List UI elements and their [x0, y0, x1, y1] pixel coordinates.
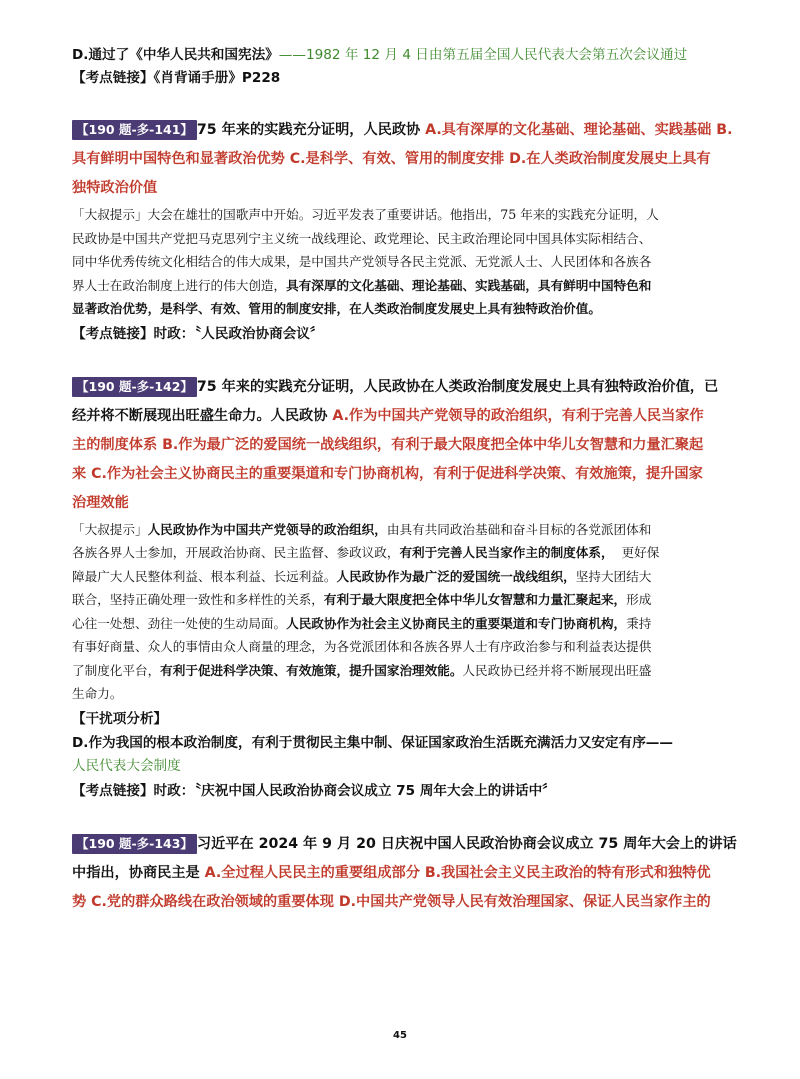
exp-bold: 有利于最大限度把全体中华儿女智慧和力量汇聚起来，	[323, 592, 627, 607]
question-141	[72, 116, 732, 347]
q141-explanation-2: 民政协是中国共产党把马克思列宁主义统一战线理论、政党理论、民主政治理论同中国具体实际相结合、	[72, 230, 652, 246]
q141-explanation-4	[72, 274, 732, 298]
q142-explanation-3	[72, 565, 732, 589]
q142-explanation-5	[72, 612, 732, 636]
exp-bold: 人民政协作为社会主义协商民主的重要渠道和专门协商机构，	[286, 615, 627, 631]
q140-option-d	[72, 44, 732, 67]
exp-text: 秉持	[626, 615, 652, 631]
q143-stem-line-1	[72, 830, 737, 859]
exp-text: 了制度化平台，	[72, 662, 161, 678]
q141-explanation-1: 「大叔提示」大会在雄壮的国歌声中开始。习近平发表了重要讲话。他指出，75 年来的实践充分证明，人	[72, 207, 659, 222]
exp-text: 「大叔提示」	[72, 521, 148, 537]
exp-bold: 有利于完善人民当家作主的制度体系，	[399, 545, 614, 560]
q143-stem-line-2	[72, 859, 732, 888]
q142-explanation-7	[72, 659, 732, 683]
q142-explanation-6: 有事好商量、众人的事情由众人商量的理念，为各党派团体和各族各界人士有序政治参与和利益表达提供	[72, 639, 652, 654]
option-d-text: D.通过了《中华人民共和国宪法》	[72, 47, 279, 63]
q142-options-line-3: 主的制度体系 B.作为最广泛的爱国统一战线组织，有利于最大限度把全体中华儿女智慧和力量汇聚起	[72, 436, 704, 453]
q142-explanation-4	[72, 588, 732, 612]
q142-link: 【考点链接】时政：〝庆祝中国人民政治协商会议成立 75 周年大会上的讲话中〞	[72, 782, 556, 799]
exp-bold: 人民政协作为最广泛的爱国统一战线组织，	[336, 568, 576, 584]
q142-stem: 75 年来的实践充分证明，人民政协在人类政治制度发展史上具有独特政治价值，已	[196, 378, 719, 395]
exp-bold: 人民政协作为中国共产党领导的政治组织，	[147, 521, 387, 537]
exp-text: 障最广大人民整体利益、根本利益、长远利益。	[72, 568, 337, 584]
q142-explanation-8: 生命力。	[72, 686, 123, 701]
q141-options-line-2: 具有鲜明中国特色和显著政治优势 C.是科学、有效、管用的制度安排 D.在人类政治制度发展史上具有	[72, 151, 711, 167]
exp-text: 坚持大团结大	[575, 568, 652, 584]
analysis-option-d: D.作为我国的根本政治制度，有利于贯彻民主集中制、保证国家政治生活既充满活力又安定有序——	[72, 734, 673, 751]
question-tag: 【190 题-多-143】	[72, 834, 197, 854]
option-d-note: ——1982 年 12 月 4 日由第五届全国人民代表大会第五次会议通过	[278, 47, 688, 63]
q141-stem-line-1	[72, 116, 732, 145]
exp-bold: 显著政治优势，是科学、有效、管用的制度安排，在人类政治制度发展史上具有独特政治价值。	[72, 301, 601, 316]
q141-stem: 75 年来的实践充分证明，人民政协	[196, 122, 426, 138]
page-number: 45	[393, 1030, 407, 1041]
q140-link: 【考点链接】《肖背诵手册》P228	[72, 70, 281, 86]
exp-text: 心往一处想、劲往一处使的生动局面。	[72, 615, 287, 631]
q141-explanation-5	[72, 297, 732, 321]
q141-explanation-3: 同中华优秀传统文化相结合的伟大成果，是中国共产党领导各民主党派、无党派人士、人民团体和各族各	[72, 254, 652, 269]
question-tag: 【190 题-多-142】	[72, 377, 197, 397]
q143-options-line-3: 势 C.党的群众路线在政治领域的重要体现 D.中国共产党领导人民有效治理国家、保证人民当家作主的	[72, 893, 711, 910]
q143-stem: 习近平在 2024 年 9 月 20 日庆祝中国人民政治协商会议成立 75 周年大会上的讲话	[196, 835, 737, 852]
q142-options-line-4: 来 C.作为社会主义协商民主的重要渠道和专门协商机构，有利于促进科学决策、有效施策，提升国家	[72, 465, 703, 482]
exp-text: 各族各界人士参加，开展政治协商、民主监督、参政议政，	[72, 545, 400, 560]
q142-explanation-2	[72, 541, 732, 565]
analysis-note: 人民代表大会制度	[72, 757, 181, 774]
q141-options-line-3: 独特政治价值	[72, 180, 158, 196]
exp-text: 更好保	[613, 545, 660, 560]
exp-bold: 具有深厚的文化基础、理论基础、实践基础，具有鲜明中国特色和	[286, 277, 652, 293]
question-tag: 【190 题-多-141】	[72, 120, 197, 140]
q141-link: 【考点链接】时政：〝人民政治协商会议〞	[72, 325, 324, 342]
q142-stem-line-1	[72, 373, 732, 402]
q142-stem-line-2	[72, 402, 732, 431]
q142-options: A.作为中国共产党领导的政治组织，有利于完善人民当家作	[332, 407, 704, 424]
exp-text: 人民政协已经并将不断展现出旺盛	[462, 662, 652, 678]
exp-text: 由具有共同政治基础和奋斗目标的各党派团体和	[386, 521, 652, 537]
question-142	[72, 373, 732, 804]
analysis-title: 【干扰项分析】	[72, 710, 168, 727]
q143-stem-cont: 中指出，协商民主是	[72, 864, 205, 881]
q142-explanation-1	[72, 518, 732, 542]
document-page	[72, 44, 737, 917]
q142-options-line-5: 治理效能	[72, 494, 129, 511]
q142-stem-cont: 经并将不断展现出旺盛生命力。人民政协	[72, 407, 333, 424]
q141-options: A.具有深厚的文化基础、理论基础、实践基础 B.	[425, 122, 733, 138]
q143-options: A.全过程人民民主的重要组成部分 B.我国社会主义民主政治的特有形式和独特优	[204, 864, 711, 881]
exp-text: 联合，坚持正确处理一致性和多样性的关系，	[72, 592, 324, 607]
question-143	[72, 830, 737, 917]
exp-text: 形成	[626, 592, 652, 607]
exp-bold: 有利于促进科学决策、有效施策，提升国家治理效能。	[160, 662, 463, 678]
exp-text: 界人士在政治制度上进行的伟大创造，	[72, 277, 287, 293]
